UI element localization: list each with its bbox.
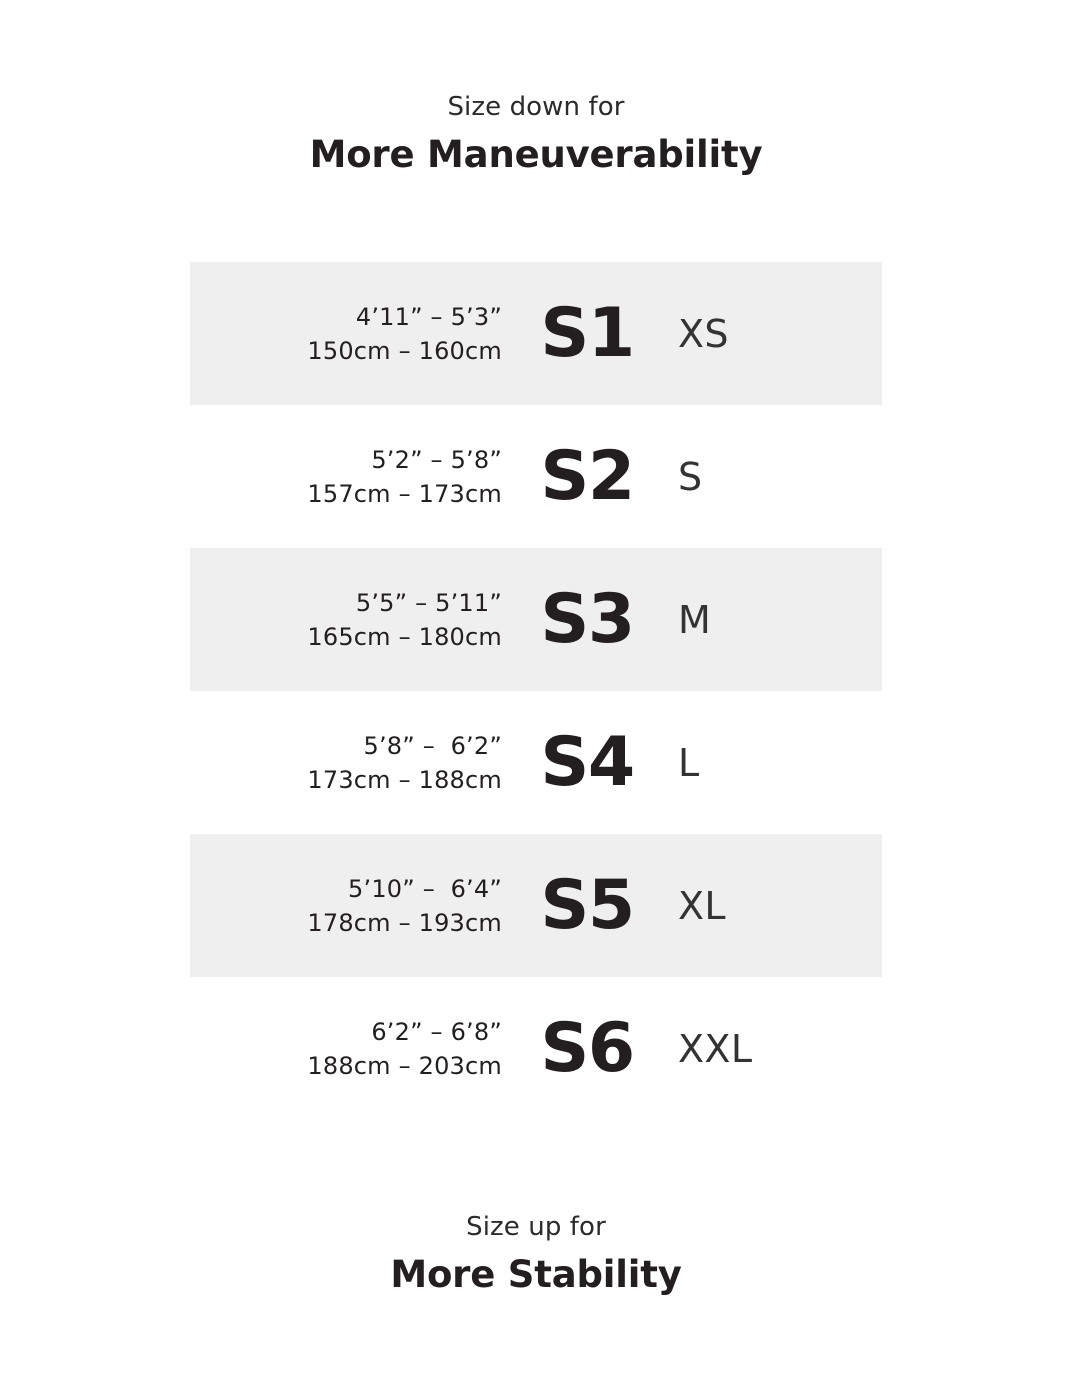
- alpha-size: M: [678, 597, 712, 642]
- rider-height-cell: [190, 1015, 502, 1083]
- top-heading-small: Size down for: [447, 92, 625, 122]
- top-heading-block: [0, 92, 1072, 180]
- size-code: S2: [540, 436, 634, 516]
- top-heading-large: More Maneuverability: [309, 133, 763, 177]
- table-row: [190, 834, 882, 977]
- rider-height-cell: [190, 729, 502, 797]
- alpha-size: XS: [678, 311, 729, 356]
- size-code: S6: [540, 1008, 634, 1088]
- height-metric: 188cm – 203cm: [307, 1051, 502, 1080]
- height-imperial: 4’11” – 5’3”: [355, 302, 502, 331]
- table-row: [190, 691, 882, 834]
- size-code: S1: [540, 293, 634, 373]
- size-code: S5: [540, 865, 634, 945]
- size-code: S4: [540, 722, 634, 802]
- height-imperial: 6’2” – 6’8”: [371, 1017, 502, 1046]
- bottom-heading-large: More Stability: [390, 1253, 682, 1297]
- height-metric: 157cm – 173cm: [307, 479, 502, 508]
- rider-height-cell: [190, 443, 502, 511]
- height-metric: 150cm – 160cm: [307, 336, 502, 365]
- height-imperial: 5’5” – 5’11”: [355, 588, 502, 617]
- height-imperial: 5’10” – 6’4”: [348, 874, 502, 903]
- table-row: [190, 262, 882, 405]
- height-imperial: 5’2” – 5’8”: [371, 445, 502, 474]
- rider-height-cell: [190, 300, 502, 368]
- height-metric: 178cm – 193cm: [307, 908, 502, 937]
- alpha-size: XXL: [678, 1026, 753, 1071]
- alpha-size: S: [678, 454, 703, 499]
- size-table: [190, 262, 882, 1120]
- bottom-heading-small: Size up for: [466, 1212, 606, 1243]
- table-row: [190, 977, 882, 1120]
- table-row: [190, 405, 882, 548]
- height-imperial: 5’8” – 6’2”: [363, 731, 502, 760]
- height-metric: 173cm – 188cm: [307, 765, 502, 794]
- table-row: [190, 548, 882, 691]
- size-code: S3: [540, 579, 634, 659]
- alpha-size: XL: [678, 883, 727, 928]
- height-metric: 165cm – 180cm: [307, 622, 502, 651]
- bottom-heading-block: [0, 1212, 1072, 1300]
- rider-height-cell: [190, 872, 502, 940]
- rider-height-cell: [190, 586, 502, 654]
- alpha-size: L: [678, 740, 700, 785]
